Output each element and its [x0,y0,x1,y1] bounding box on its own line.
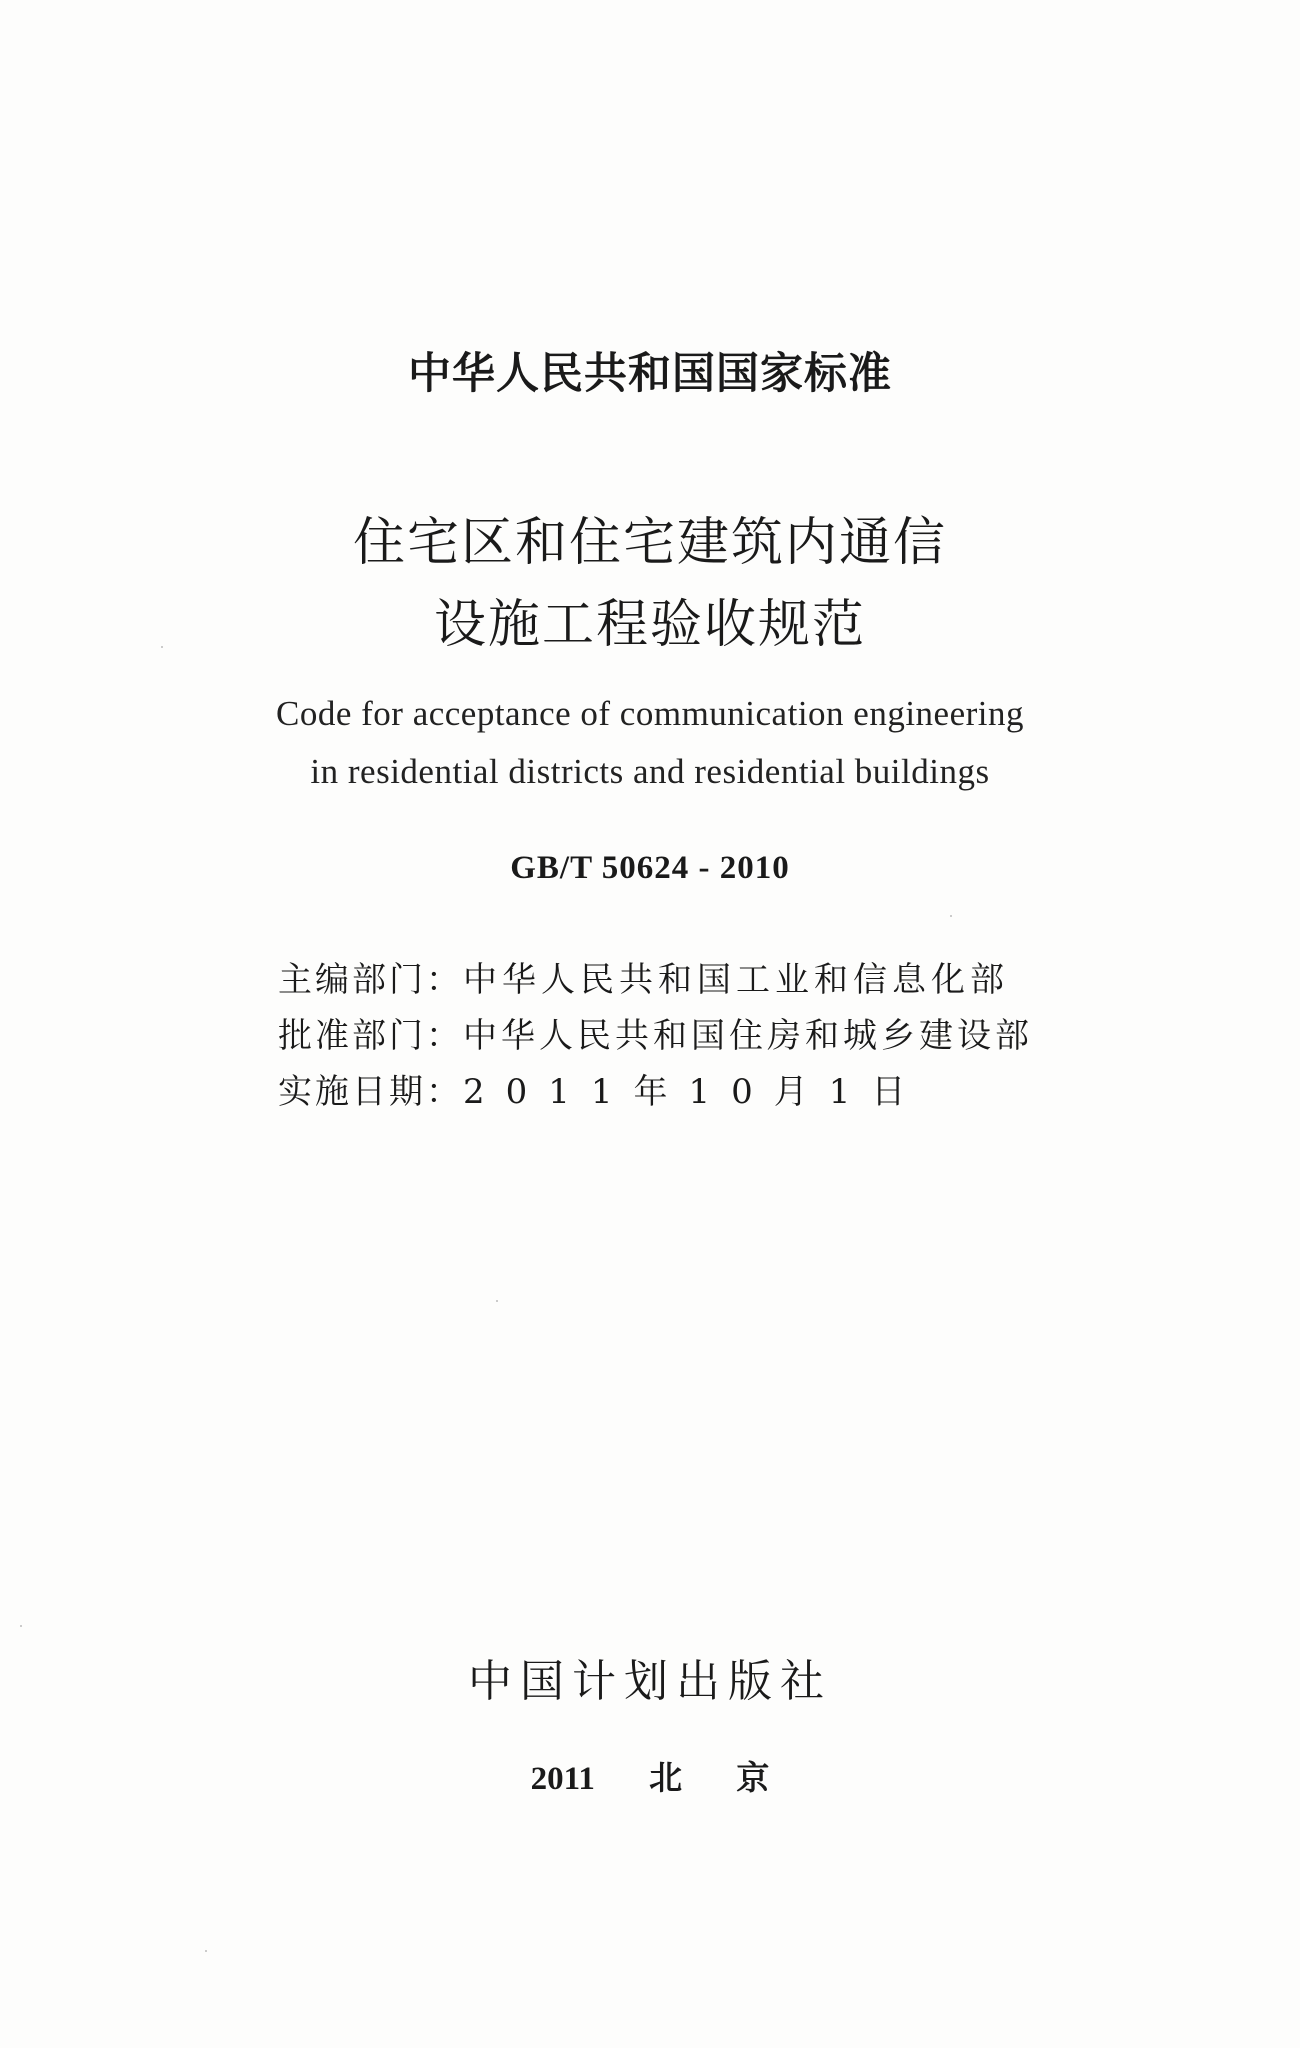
scan-speck [950,915,952,917]
publisher-name: 中国计划出版社 [468,1656,832,1707]
title-en-line1: Code for acceptance of communication engineering [276,694,1024,733]
scan-speck [20,1625,22,1627]
effective-date-label: 实施日期： [278,1072,463,1112]
effective-date-value: 2011年10月1日 [463,1072,927,1112]
editor-department-value: 中华人民共和国工业和信息化部 [463,960,1009,1000]
title-cn-line2: 设施工程验收规范 [433,595,866,655]
approver-department-value: 中华人民共和国住房和城乡建设部 [463,1016,1033,1056]
approver-department-label: 批准部门： [278,1016,463,1056]
scan-speck [205,1950,207,1952]
imprint-year: 2011 [530,1761,595,1797]
standard-header: 中华人民共和国国家标准 [408,349,892,399]
title-en-line2: in residential districts and residential buildings [310,752,990,791]
scan-speck [496,1300,498,1302]
editor-department-label: 主编部门： [278,960,463,1000]
imprint-line [0,1752,1300,1799]
effective-date-row [278,1064,926,1113]
standard-code: GB/T 50624 - 2010 [510,850,790,886]
approver-department-row [278,1008,1033,1057]
title-cn-line1: 住宅区和住宅建筑内通信 [352,513,947,573]
imprint-city-part2: 京 [736,1761,770,1797]
imprint-city-part1: 北 [649,1761,683,1797]
editor-department-row [278,952,1009,1001]
scan-speck [161,646,163,648]
